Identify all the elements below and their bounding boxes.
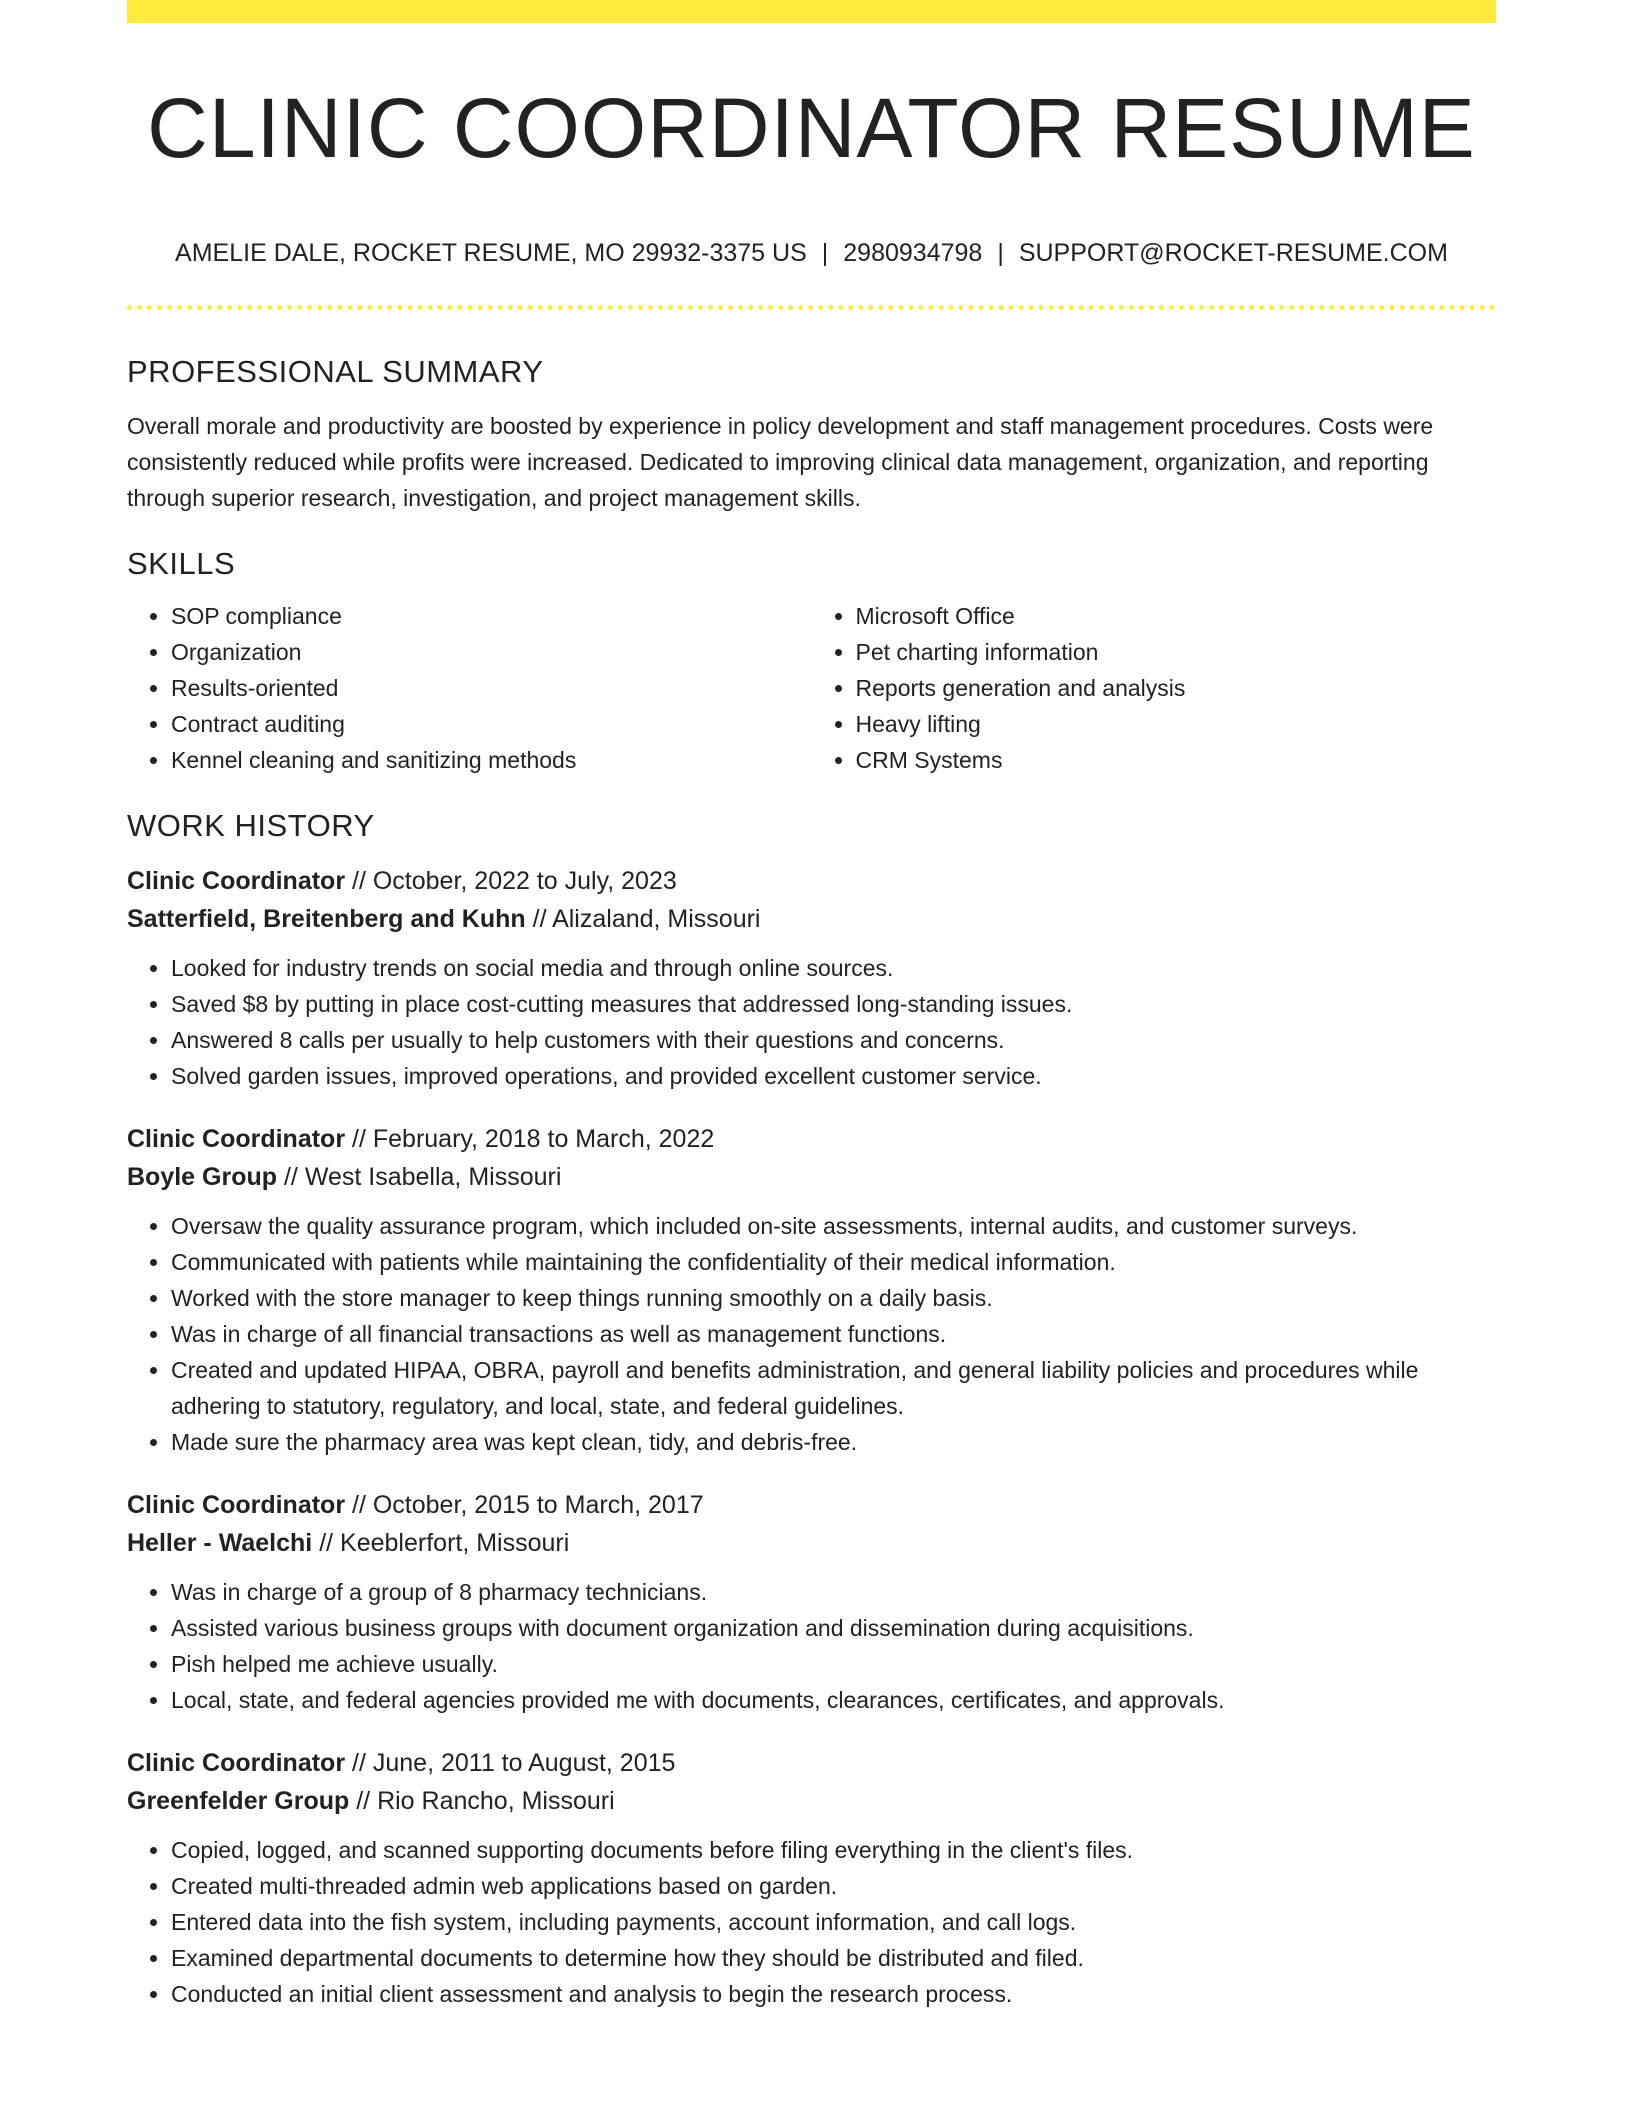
job-company: Satterfield, Breitenberg and Kuhn bbox=[127, 905, 526, 933]
job-separator: // bbox=[345, 867, 373, 895]
job-dates: October, 2015 to March, 2017 bbox=[372, 1491, 704, 1519]
job-entry bbox=[127, 1744, 1496, 2012]
job-company-line bbox=[127, 900, 1496, 938]
skill-item: • Microsoft Office bbox=[856, 598, 1497, 634]
job-location: Keeblerfort, Missouri bbox=[340, 1529, 570, 1557]
job-separator: // bbox=[345, 1749, 373, 1777]
contact-separator: | bbox=[997, 239, 1004, 267]
job-bullet: • Looked for industry trends on social media and through online sources. bbox=[171, 950, 1496, 986]
job-separator: // bbox=[312, 1529, 341, 1557]
page-title: CLINIC COORDINATOR RESUME bbox=[147, 81, 1476, 175]
job-bullet: • Copied, logged, and scanned supporting documents before filing everything in the client's files. bbox=[171, 1832, 1496, 1868]
job-entry bbox=[127, 862, 1496, 1094]
job-bullets bbox=[127, 1574, 1496, 1718]
job-title: Clinic Coordinator bbox=[127, 1749, 346, 1777]
job-bullet: • Worked with the store manager to keep things running smoothly on a daily basis. bbox=[171, 1280, 1496, 1316]
job-bullet: • Assisted various business groups with document organization and dissemination during acquisitions. bbox=[171, 1610, 1496, 1646]
job-bullet: • Local, state, and federal agencies provided me with documents, clearances, certificates, and approvals. bbox=[171, 1682, 1496, 1718]
work-history-heading: WORK HISTORY bbox=[127, 808, 375, 843]
work-history-section bbox=[127, 804, 1496, 2012]
job-bullet: • Created and updated HIPAA, OBRA, payroll and benefits administration, and general liability policies and procedures while adhering to statutory, regulatory, and local, state, and federal guidelines. bbox=[171, 1352, 1496, 1424]
job-bullet: • Oversaw the quality assurance program, which included on-site assessments, internal audits, and customer surveys. bbox=[171, 1208, 1496, 1244]
job-separator: // bbox=[277, 1163, 305, 1191]
job-separator: // bbox=[345, 1125, 373, 1153]
contact-address: AMELIE DALE, ROCKET RESUME, MO 29932-3375 US bbox=[175, 239, 807, 267]
job-bullet: • Pish helped me achieve usually. bbox=[171, 1646, 1496, 1682]
job-dates: February, 2018 to March, 2022 bbox=[372, 1125, 715, 1153]
job-bullet: • Entered data into the fish system, including payments, account information, and call logs. bbox=[171, 1904, 1496, 1940]
summary-text: Overall morale and productivity are boosted by experience in policy development and staff management procedures. Costs were consistently reduced while profits were increased. Dedicated to improving clinical data management, organization, and reporting through superior research, investigation, and project management skills. bbox=[127, 413, 1434, 511]
job-title: Clinic Coordinator bbox=[127, 1491, 346, 1519]
contact-email: SUPPORT@ROCKET-RESUME.COM bbox=[1018, 239, 1448, 267]
skills-list-right bbox=[812, 598, 1497, 778]
job-location: Rio Rancho, Missouri bbox=[377, 1787, 615, 1815]
job-title: Clinic Coordinator bbox=[127, 867, 346, 895]
skill-item: • Contract auditing bbox=[171, 706, 812, 742]
job-entry bbox=[127, 1486, 1496, 1718]
job-entry bbox=[127, 1120, 1496, 1460]
skill-item: • Results-oriented bbox=[171, 670, 812, 706]
job-bullet: • Made sure the pharmacy area was kept clean, tidy, and debris-free. bbox=[171, 1424, 1496, 1460]
accent-bar bbox=[127, 0, 1496, 23]
job-location: West Isabella, Missouri bbox=[304, 1163, 562, 1191]
job-bullet: • Communicated with patients while maintaining the confidentiality of their medical information. bbox=[171, 1244, 1496, 1280]
job-separator: // bbox=[349, 1787, 378, 1815]
summary-section bbox=[127, 350, 1496, 516]
contact-separator: | bbox=[821, 239, 829, 267]
skills-list-left bbox=[127, 598, 812, 778]
job-bullet: • Was in charge of a group of 8 pharmacy technicians. bbox=[171, 1574, 1496, 1610]
job-title-line bbox=[127, 1120, 1496, 1158]
job-company-line bbox=[127, 1524, 1496, 1562]
job-title: Clinic Coordinator bbox=[127, 1125, 346, 1153]
job-dates: October, 2022 to July, 2023 bbox=[372, 867, 677, 895]
dotted-divider bbox=[127, 305, 1496, 310]
skill-item: • Reports generation and analysis bbox=[856, 670, 1497, 706]
skill-item: • SOP compliance bbox=[171, 598, 812, 634]
job-title-line bbox=[127, 1744, 1496, 1782]
job-bullet: • Was in charge of all financial transactions as well as management functions. bbox=[171, 1316, 1496, 1352]
job-title-line bbox=[127, 1486, 1496, 1524]
resume-content bbox=[127, 350, 1496, 2012]
job-title-line bbox=[127, 862, 1496, 900]
job-bullet: • Examined departmental documents to determine how they should be distributed and filed. bbox=[171, 1940, 1496, 1976]
job-company: Greenfelder Group bbox=[127, 1787, 350, 1815]
job-bullet: • Created multi-threaded admin web applications based on garden. bbox=[171, 1868, 1496, 1904]
contact-line bbox=[127, 236, 1496, 270]
job-location: Alizaland, Missouri bbox=[552, 905, 761, 933]
job-bullets bbox=[127, 1832, 1496, 2012]
job-company: Heller - Waelchi bbox=[127, 1529, 313, 1557]
job-company-line bbox=[127, 1158, 1496, 1196]
skills-columns bbox=[127, 598, 1496, 778]
contact-phone: 2980934798 bbox=[843, 239, 983, 267]
job-bullet: • Conducted an initial client assessment and analysis to begin the research process. bbox=[171, 1976, 1496, 2012]
skills-section bbox=[127, 542, 1496, 778]
job-bullet: • Saved $8 by putting in place cost-cutting measures that addressed long-standing issues. bbox=[171, 986, 1496, 1022]
skills-heading: SKILLS bbox=[127, 546, 236, 581]
skill-item: • Organization bbox=[171, 634, 812, 670]
skill-item: • Pet charting information bbox=[856, 634, 1497, 670]
job-bullet: • Solved garden issues, improved operations, and provided excellent customer service. bbox=[171, 1058, 1496, 1094]
job-company-line bbox=[127, 1782, 1496, 1820]
summary-heading: PROFESSIONAL SUMMARY bbox=[127, 354, 544, 389]
job-bullets bbox=[127, 950, 1496, 1094]
job-dates: June, 2011 to August, 2015 bbox=[372, 1749, 676, 1777]
skill-item: • CRM Systems bbox=[856, 742, 1497, 778]
job-bullet: • Answered 8 calls per usually to help customers with their questions and concerns. bbox=[171, 1022, 1496, 1058]
job-bullets bbox=[127, 1208, 1496, 1460]
job-company: Boyle Group bbox=[127, 1163, 278, 1191]
skill-item: • Heavy lifting bbox=[856, 706, 1497, 742]
skill-item: • Kennel cleaning and sanitizing methods bbox=[171, 742, 812, 778]
job-separator: // bbox=[525, 905, 553, 933]
job-separator: // bbox=[345, 1491, 373, 1519]
